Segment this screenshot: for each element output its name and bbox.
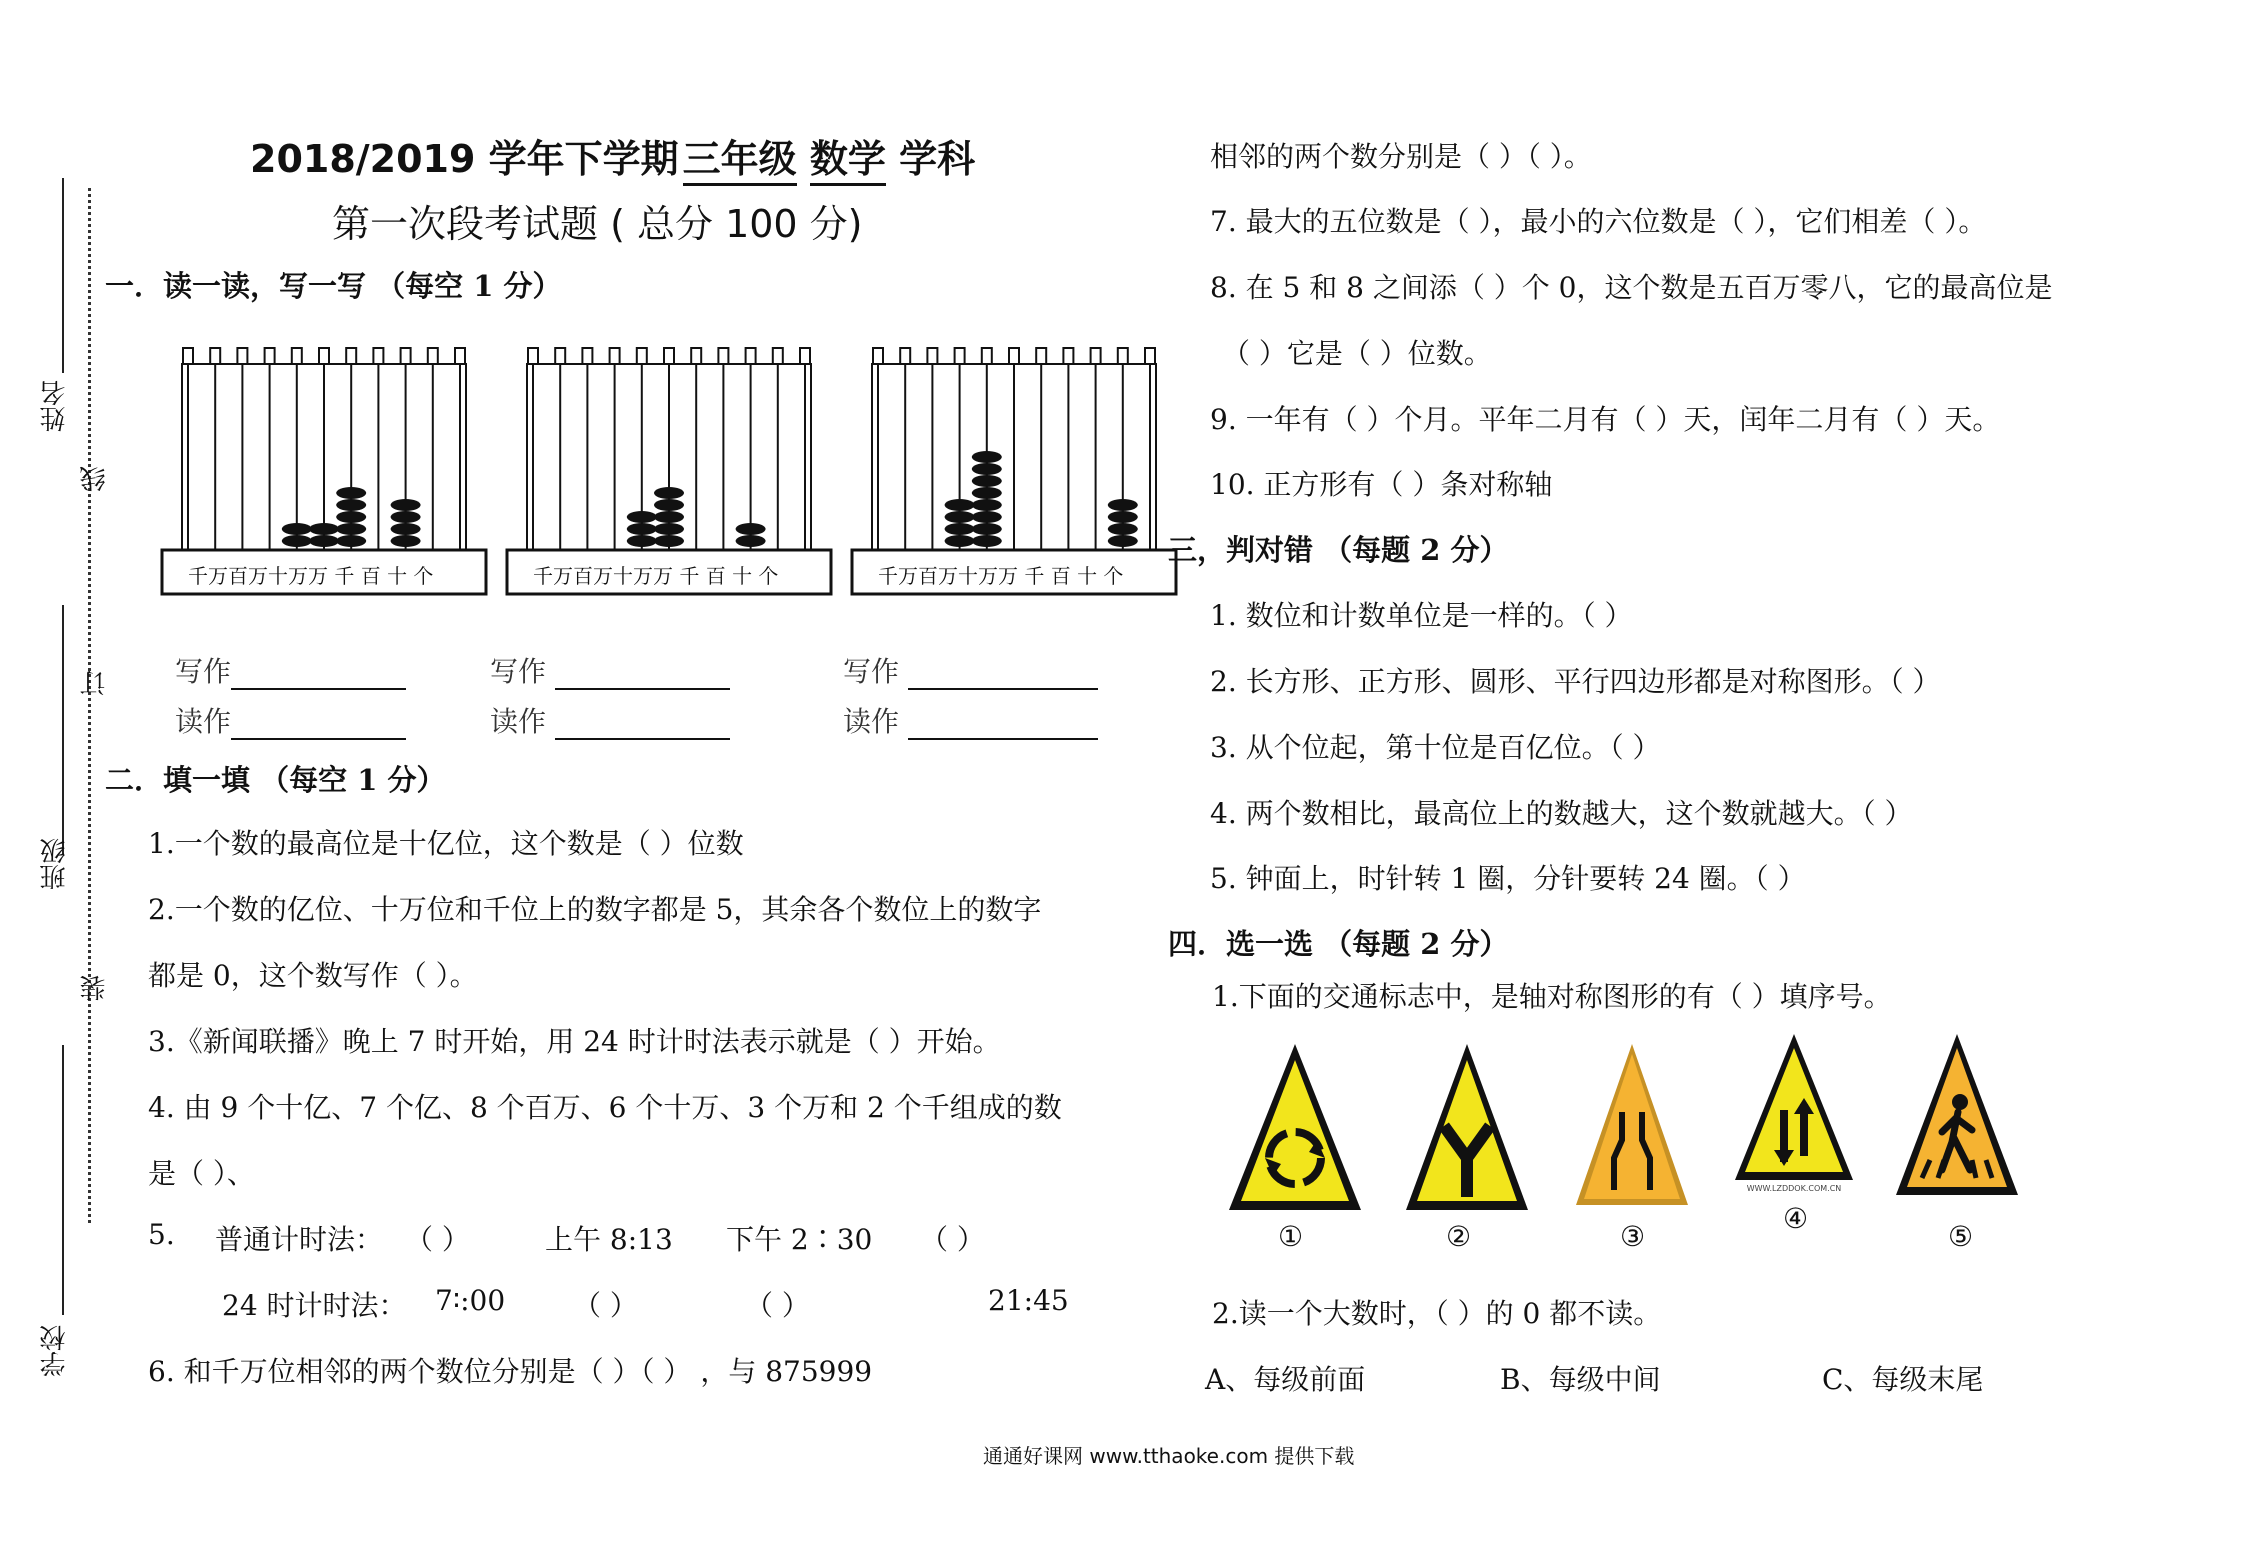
s2-question-6b: 相邻的两个数分别是（ ）（ ）。: [1210, 140, 1592, 173]
abacus-rod-cap: [746, 348, 756, 364]
abacus-1-labels: 千万百万十万万 千 百 十 个: [188, 564, 434, 588]
s4-option-b[interactable]: B、每级中间: [1500, 1363, 1661, 1396]
abacus-bead: [336, 523, 366, 535]
abacus-rod-cap: [1091, 348, 1101, 364]
abacus-bead: [309, 523, 339, 535]
s2-q5-blank-4[interactable]: （ ）: [745, 1289, 810, 1322]
traffic-sign-narrow-road: [1572, 1040, 1692, 1210]
traffic-sign-fork: [1402, 1040, 1532, 1215]
abacus-bead: [972, 451, 1002, 463]
s2-q5-label-24h: 24 时计时法：: [222, 1289, 407, 1322]
abacus-bead: [627, 535, 657, 547]
abacus-bead: [945, 499, 975, 511]
binding-line-3: [62, 1045, 64, 1315]
binding-line-label: 线: [80, 466, 110, 492]
abacus-bead: [309, 535, 339, 547]
abacus-rod-cap: [292, 348, 302, 364]
binding-school-label: 学校: [40, 1325, 70, 1377]
s4-option-a[interactable]: A、每级前面: [1205, 1363, 1366, 1396]
abacus-rod-cap: [528, 348, 538, 364]
abacus-bead: [972, 475, 1002, 487]
abacus-bead: [654, 511, 684, 523]
title-prefix: 2018/2019 学年下学期: [250, 137, 679, 181]
write-blank-3[interactable]: [908, 664, 1098, 690]
abacus-bead: [282, 535, 312, 547]
abacus-bead: [336, 535, 366, 547]
s2-q5-time-4: 21:45: [988, 1284, 1069, 1317]
abacus-1-write: [175, 650, 406, 690]
write-label: 写作: [175, 655, 232, 688]
page-title: [250, 128, 975, 183]
s2-question-8a: 8. 在 5 和 8 之间添（ ）个 0，这个数是五百万零八，它的最高位是: [1210, 271, 2053, 304]
abacus-rod-cap: [401, 348, 411, 364]
write-label: 写作: [843, 655, 900, 688]
abacus-3-write: [843, 650, 1098, 690]
s2-q5-time-1: 上午 8:13: [545, 1223, 673, 1256]
abacus-bead: [945, 523, 975, 535]
abacus-bead: [391, 499, 421, 511]
s4-question-2: 2.读一个大数时，（ ）的 0 都不读。: [1212, 1297, 1662, 1330]
abacus-rod-cap: [210, 348, 220, 364]
abacus-rod-cap: [664, 348, 674, 364]
abacus-rod-cap: [183, 348, 193, 364]
s2-question-7: 7. 最大的五位数是（ ），最小的六位数是（ ），它们相差（ ）。: [1210, 205, 1987, 238]
abacus-bead: [654, 535, 684, 547]
abacus-3-labels: 千万百万十万万 千 百 十 个: [878, 564, 1124, 588]
abacus-2-read: [490, 700, 730, 740]
abacus-bead: [1108, 535, 1138, 547]
abacus-bead: [654, 499, 684, 511]
s2-question-1: 1.一个数的最高位是十亿位，这个数是（ ）位数: [148, 827, 744, 860]
s2-question-6: 6. 和千万位相邻的两个数位分别是（ ）（ ） ，与 875999: [148, 1355, 873, 1388]
s3-item-3: 3. 从个位起，第十位是百亿位。（ ）: [1210, 731, 1661, 764]
s2-q5-blank-1[interactable]: （ ）: [405, 1223, 470, 1256]
abacus-rod-cap: [346, 348, 356, 364]
abacus-rod-cap: [927, 348, 937, 364]
sign-number-2: ②: [1446, 1220, 1472, 1253]
write-blank-1[interactable]: [231, 664, 406, 690]
abacus-bead: [972, 535, 1002, 547]
sign4-caption: WWW.LZDDOK.COM.CN: [1746, 1184, 1842, 1193]
s2-q5-number: 5.: [148, 1218, 175, 1251]
s4-question-1: 1.下面的交通标志中，是轴对称图形的有（ ）填序号。: [1212, 980, 1892, 1013]
s2-question-2a: 2.一个数的亿位、十万位和千位上的数字都是 5，其余各个数位上的数字: [148, 893, 1042, 926]
abacus-rod-cap: [1063, 348, 1073, 364]
read-label: 读作: [843, 705, 900, 738]
binding-class-label: 班级: [40, 838, 70, 890]
abacus-bead: [736, 535, 766, 547]
s2-q5-label-12h: 普通计时法：: [215, 1223, 384, 1256]
abacus-rod-cap: [319, 348, 329, 364]
abacus-bead: [1108, 499, 1138, 511]
s2-question-4b: 是（ ）、: [148, 1157, 255, 1190]
s3-item-1: 1. 数位和计数单位是一样的。（ ）: [1210, 599, 1633, 632]
abacus-rod-cap: [455, 348, 465, 364]
abacus-rod-cap: [691, 348, 701, 364]
abacus-bead: [945, 535, 975, 547]
s2-q5-time-2: 下午 2∶30: [726, 1223, 873, 1256]
abacus-rod-cap: [955, 348, 965, 364]
sign-number-4: ④: [1783, 1202, 1809, 1235]
abacus-3-read: [843, 700, 1098, 740]
s2-q5-blank-2[interactable]: （ ）: [920, 1223, 985, 1256]
binding-dotted-line: [88, 188, 91, 1223]
abacus-bead: [391, 511, 421, 523]
abacus-bead: [972, 463, 1002, 475]
read-label: 读作: [175, 705, 232, 738]
s2-question-3: 3.《新闻联播》晚上 7 时开始，用 24 时计时法表示就是（ ）开始。: [148, 1025, 1001, 1058]
abacus-rod-cap: [1145, 348, 1155, 364]
traffic-sign-roundabout: [1225, 1040, 1365, 1215]
abacus-bead: [1108, 511, 1138, 523]
abacus-bead: [282, 523, 312, 535]
abacus-bead: [336, 499, 366, 511]
sign-number-1: ①: [1278, 1220, 1304, 1253]
abacus-bead: [336, 511, 366, 523]
write-label: 写作: [490, 655, 547, 688]
abacus-bead: [391, 523, 421, 535]
page-subtitle: 第一次段考试题 ( 总分 100 分): [332, 202, 863, 246]
write-blank-2[interactable]: [555, 664, 730, 690]
sign-number-3: ③: [1620, 1220, 1646, 1253]
abacus-rod-cap: [1009, 348, 1019, 364]
sign-number-5: ⑤: [1948, 1220, 1974, 1253]
section2-heading: 二．填一填 （每空 1 分）: [105, 763, 446, 797]
abacus-bead: [972, 487, 1002, 499]
abacus-rod-cap: [373, 348, 383, 364]
abacus-rod-cap: [1118, 348, 1128, 364]
section4-heading: 四．选一选 （每题 2 分）: [1168, 927, 1509, 961]
abacus-bead: [627, 523, 657, 535]
s2-question-9: 9. 一年有（ ）个月。平年二月有（ ）天，闰年二月有（ ）天。: [1210, 403, 2001, 436]
s3-item-5: 5. 钟面上，时针转 1 圈，分针要转 24 圈。（ ）: [1210, 862, 1806, 895]
abacus-rod-cap: [1036, 348, 1046, 364]
binding-line-2: [62, 605, 64, 855]
s2-q5-blank-3[interactable]: （ ）: [573, 1289, 638, 1322]
abacus-rod-cap: [555, 348, 565, 364]
binding-name-label: 姓名: [40, 380, 70, 432]
abacus-bead: [972, 523, 1002, 535]
read-blank-3[interactable]: [908, 714, 1098, 740]
s2-question-4a: 4. 由 9 个十亿、7 个亿、8 个百万、6 个十万、3 个万和 2 个千组成的数: [148, 1091, 1062, 1124]
read-blank-2[interactable]: [555, 714, 730, 740]
s4-option-c[interactable]: C、每级末尾: [1822, 1363, 1984, 1396]
abacus-rod-cap: [237, 348, 247, 364]
s3-item-4: 4. 两个数相比，最高位上的数越大，这个数就越大。（ ）: [1210, 797, 1913, 830]
abacus-2-labels: 千万百万十万万 千 百 十 个: [533, 564, 779, 588]
abacus-bead: [654, 487, 684, 499]
abacus-bead: [972, 511, 1002, 523]
traffic-sign-two-way: [1732, 1030, 1857, 1195]
abacus-rod-cap: [982, 348, 992, 364]
abacus-rod-cap: [773, 348, 783, 364]
abacus-bead: [391, 535, 421, 547]
abacus-rod-cap: [582, 348, 592, 364]
section3-heading: 三，判对错 （每题 2 分）: [1168, 533, 1509, 567]
binding-ding-label: 订: [80, 670, 110, 696]
abacus-bead: [627, 511, 657, 523]
abacus-bead: [972, 499, 1002, 511]
title-suffix: 学科: [899, 137, 976, 181]
abacus-bead: [654, 523, 684, 535]
abacus-rod-cap: [265, 348, 275, 364]
abacus-rod-cap: [800, 348, 810, 364]
abacus-bead: [736, 523, 766, 535]
abacus-bead: [1108, 523, 1138, 535]
read-label: 读作: [490, 705, 547, 738]
s2-q5-time-3: 7∶:00: [435, 1284, 506, 1317]
section1-heading: 一．读一读，写一写 （每空 1 分）: [105, 269, 562, 303]
abacus-2-write: [490, 650, 730, 690]
binding-zhuang-label: 装: [80, 975, 110, 1001]
abacus-rod-cap: [900, 348, 910, 364]
binding-line-1: [62, 178, 64, 373]
abacus-rod-cap: [873, 348, 883, 364]
abacus-rod-cap: [610, 348, 620, 364]
read-blank-1[interactable]: [231, 714, 406, 740]
abacus-rod-cap: [428, 348, 438, 364]
abacus-bead: [336, 487, 366, 499]
abacus-rod-cap: [718, 348, 728, 364]
s2-question-8b: （ ）它是（ ）位数。: [1222, 337, 1492, 370]
title-grade: 三年级: [683, 137, 797, 186]
traffic-sign-pedestrian: [1892, 1030, 2022, 1200]
abacus-1-read: [175, 700, 406, 740]
abacus-rod-cap: [637, 348, 647, 364]
s2-question-10: 10. 正方形有（ ）条对称轴: [1210, 468, 1553, 501]
title-subject: 数学: [810, 137, 886, 186]
footer-credit[interactable]: 通通好课网 www.tthaoke.com 提供下载: [983, 1444, 1355, 1468]
s2-question-2b: 都是 0，这个数写作（ ）。: [148, 959, 478, 992]
s3-item-2: 2. 长方形、正方形、圆形、平行四边形都是对称图形。（ ）: [1210, 665, 1941, 698]
abacus-bead: [945, 511, 975, 523]
